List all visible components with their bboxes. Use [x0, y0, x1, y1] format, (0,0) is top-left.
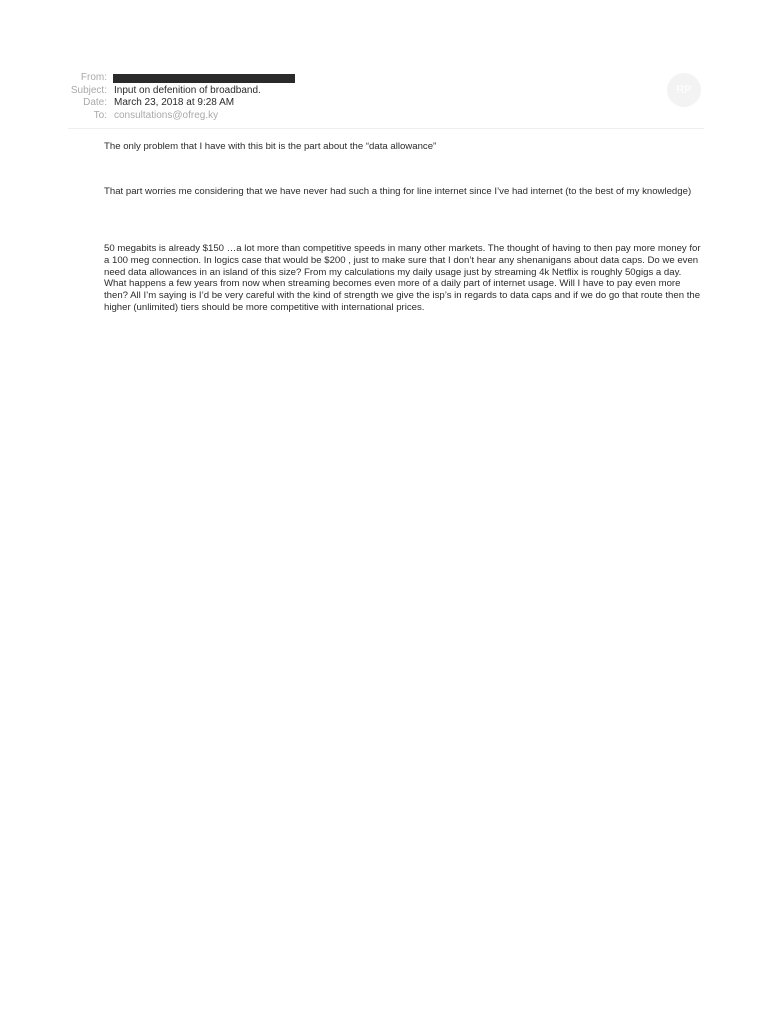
date-row: [0, 97, 770, 110]
subject-label: Subject:: [70, 84, 107, 96]
date-label: Date:: [83, 97, 107, 108]
avatar: RP: [667, 73, 701, 107]
body-paragraph-2: That part worries me considering that we have never had such a thing for line internet since I’ve had internet (to the best of my knowledge): [104, 186, 692, 197]
to-address-link[interactable]: consultations@ofreg.ky: [114, 109, 219, 121]
header-divider: [68, 128, 704, 129]
to-label: To:: [93, 109, 107, 121]
email-header: [0, 72, 770, 122]
from-label: From:: [80, 72, 107, 83]
to-row: [0, 110, 770, 123]
subject-row: [0, 85, 770, 98]
subject-value: Input on defenition of broadband.: [114, 84, 261, 96]
body-paragraph-3: 50 megabits is already $150 …a lot more than competitive speeds in many other markets. The thought of having to then pay more money for a 100 meg connection. In logics case that would be $200 , just to make sure that I don’t hear any shenanigans about data caps. Do we even need data allowances in an island of this size? From my calculations my daily usage just by streaming 4k Netflix is roughly 50gigs a day. What happens a few years from now when streaming becomes even more of a daily part of internet usage. Will I have to pay even more then? All I’m saying is I’d be very careful with the kind of strength we give the isp’s in regards to data caps and if we do go that route then the higher (unlimited) tiers should be more competitive with international prices.: [104, 243, 701, 313]
date-value: March 23, 2018 at 9:28 AM: [114, 97, 235, 108]
body-paragraph-1: The only problem that I have with this bit is the part about the “data allowance”: [104, 141, 437, 152]
from-row: [0, 72, 770, 85]
redacted-sender: [113, 74, 295, 83]
